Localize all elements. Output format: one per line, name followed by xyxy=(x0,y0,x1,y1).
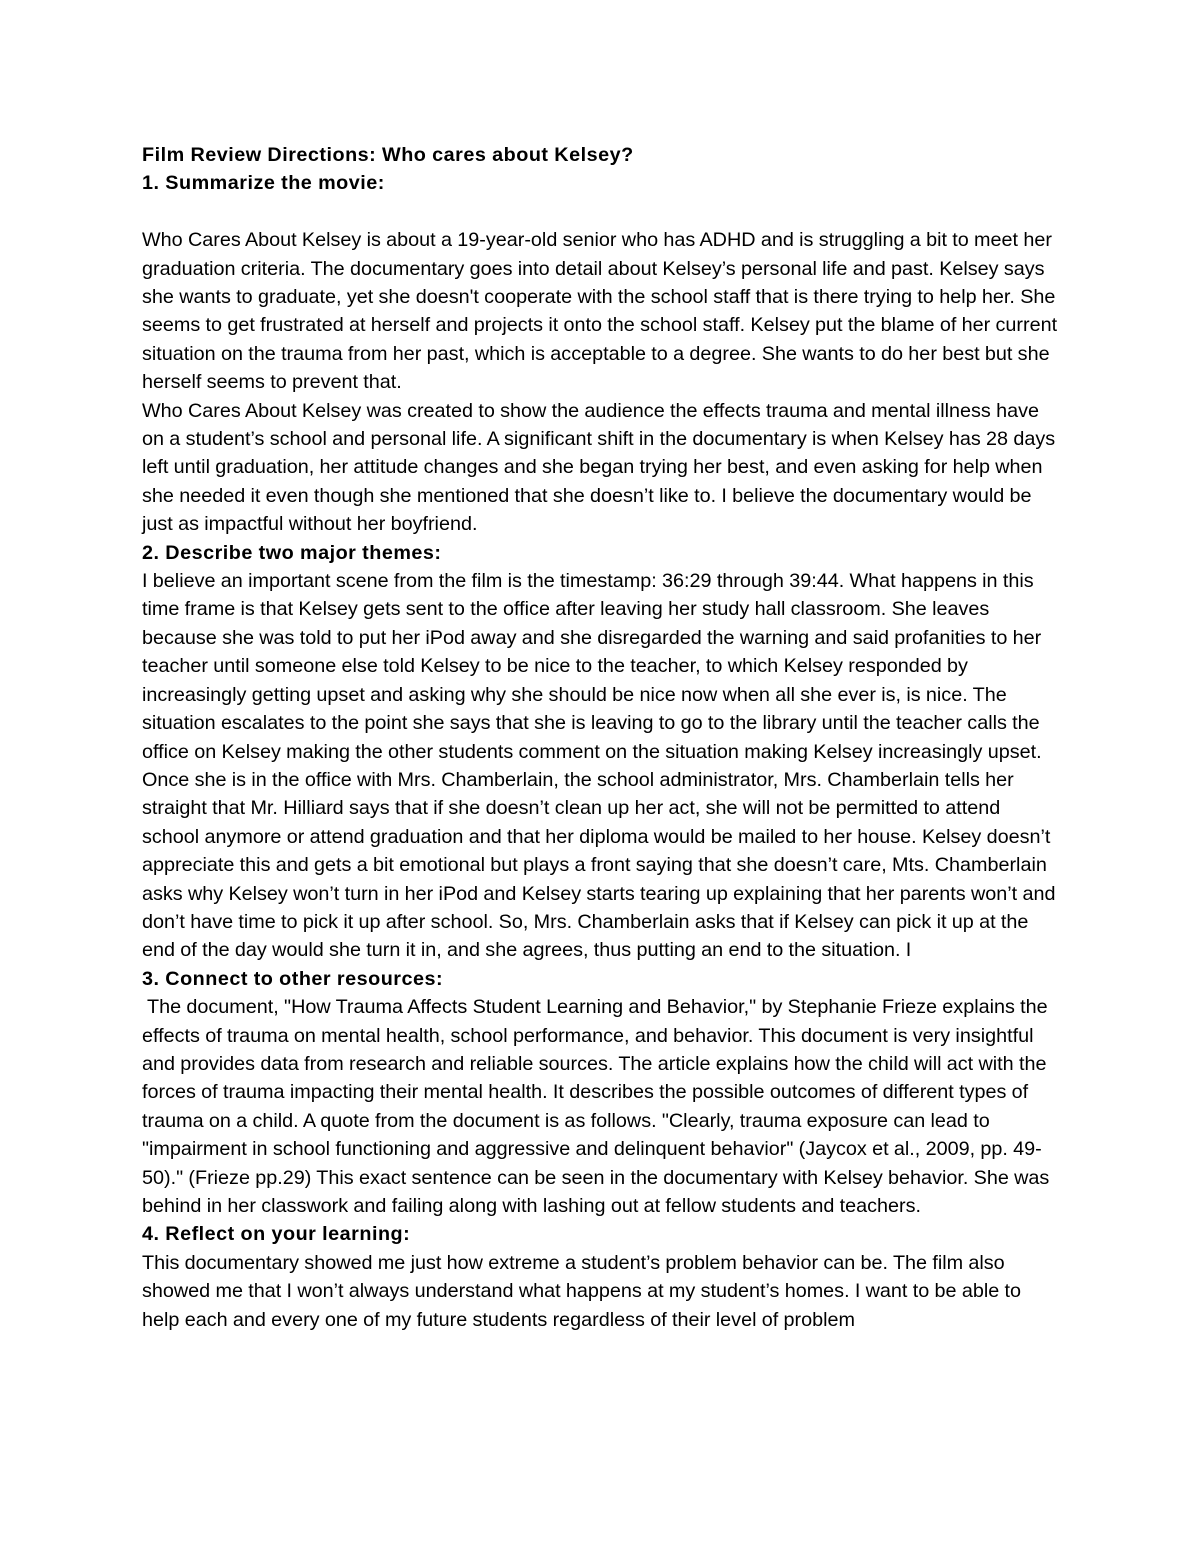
themes-paragraph: I believe an important scene from the film is the timestamp: 36:29 through 39:44. What happens in this time frame is that Kelsey gets sent to the office after leaving her study hall classroom. She leaves because she was told to put her iPod away and she disregarded the warning and said profanities to her teacher until someone else told Kelsey to be nice to the teacher, to which Kelsey responded by increasingly getting upset and asking why she should be nice now when all she ever is, is nice. The situation escalates to the point she says that she is leaving to go to the library until the teacher calls the office on Kelsey making the other students comment on the situation making Kelsey increasingly upset. Once she is in the office with Mrs. Chamberlain, the school administrator, Mrs. Chamberlain tells her straight that Mr. Hilliard says that if she doesn’t clean up her act, she will not be permitted to attend school anymore or attend graduation and that her diploma would be mailed to her house. Kelsey doesn’t appreciate this and gets a bit emotional but plays a front saying that she doesn’t care, Mts. Chamberlain asks why Kelsey won’t turn in her iPod and Kelsey starts tearing up explaining that her parents won’t and don’t have time to pick it up after school. So, Mrs. Chamberlain asks that if Kelsey can pick it up at the end of the day would she turn it in, and she agrees, thus putting an end to the situation. I xyxy=(142,570,1056,962)
document-title: Film Review Directions: Who cares about Kelsey? xyxy=(142,144,634,166)
section-heading-summarize: 1. Summarize the movie: xyxy=(142,172,385,195)
section-heading-reflect: 4. Reflect on your learning: xyxy=(142,1223,411,1246)
document-page xyxy=(142,141,1062,1334)
resources-paragraph: The document, "How Trauma Affects Student Learning and Behavior," by Stephanie Frieze explains the effects of trauma on mental health, school performance, and behavior. This document is very insightful and provides data from research and reliable sources. The article explains how the child will act with the forces of trauma impacting their mental health. It describes the possible outcomes of different types of trauma on a child. A quote from the document is as follows. "Clearly, trauma exposure can lead to "impairment in school functioning and aggressive and delinquent behavior" (Jaycox et al., 2009, pp. 49-50)." (Frieze pp.29) This exact sentence can be seen in the documentary with Kelsey behavior. She was behind in her classwork and failing along with lashing out at fellow students and teachers. xyxy=(142,996,1050,1218)
summary-paragraph-1: Who Cares About Kelsey is about a 19-year-old senior who has ADHD and is struggling a bit to meet her graduation criteria. The documentary goes into detail about Kelsey’s personal life and past. Kelsey says she wants to graduate, yet she doesn't cooperate with the school staff that is there trying to help her. She seems to get frustrated at herself and projects it onto the school staff. Kelsey put the blame of her current situation on the trauma from her past, which is acceptable to a degree. She wants to do her best but she herself seems to prevent that. xyxy=(142,229,1058,394)
section-heading-themes: 2. Describe two major themes: xyxy=(142,541,442,564)
section-heading-resources: 3. Connect to other resources: xyxy=(142,967,444,990)
reflect-paragraph: This documentary showed me just how extreme a student’s problem behavior can be. The film also showed me that I won’t always understand what happens at my student’s homes. I want to be able to help each and every one of my future students regardless of their level of problem xyxy=(142,1251,1022,1331)
blank-line xyxy=(142,198,1062,226)
summary-paragraph-2: Who Cares About Kelsey was created to show the audience the effects trauma and mental illness have on a student’s school and personal life. A significant shift in the documentary is when Kelsey has 28 days left until graduation, her attitude changes and she began trying her best, and even asking for help when she needed it even though she mentioned that she doesn’t like to. I believe the documentary would be just as impactful without her boyfriend. xyxy=(142,399,1056,536)
